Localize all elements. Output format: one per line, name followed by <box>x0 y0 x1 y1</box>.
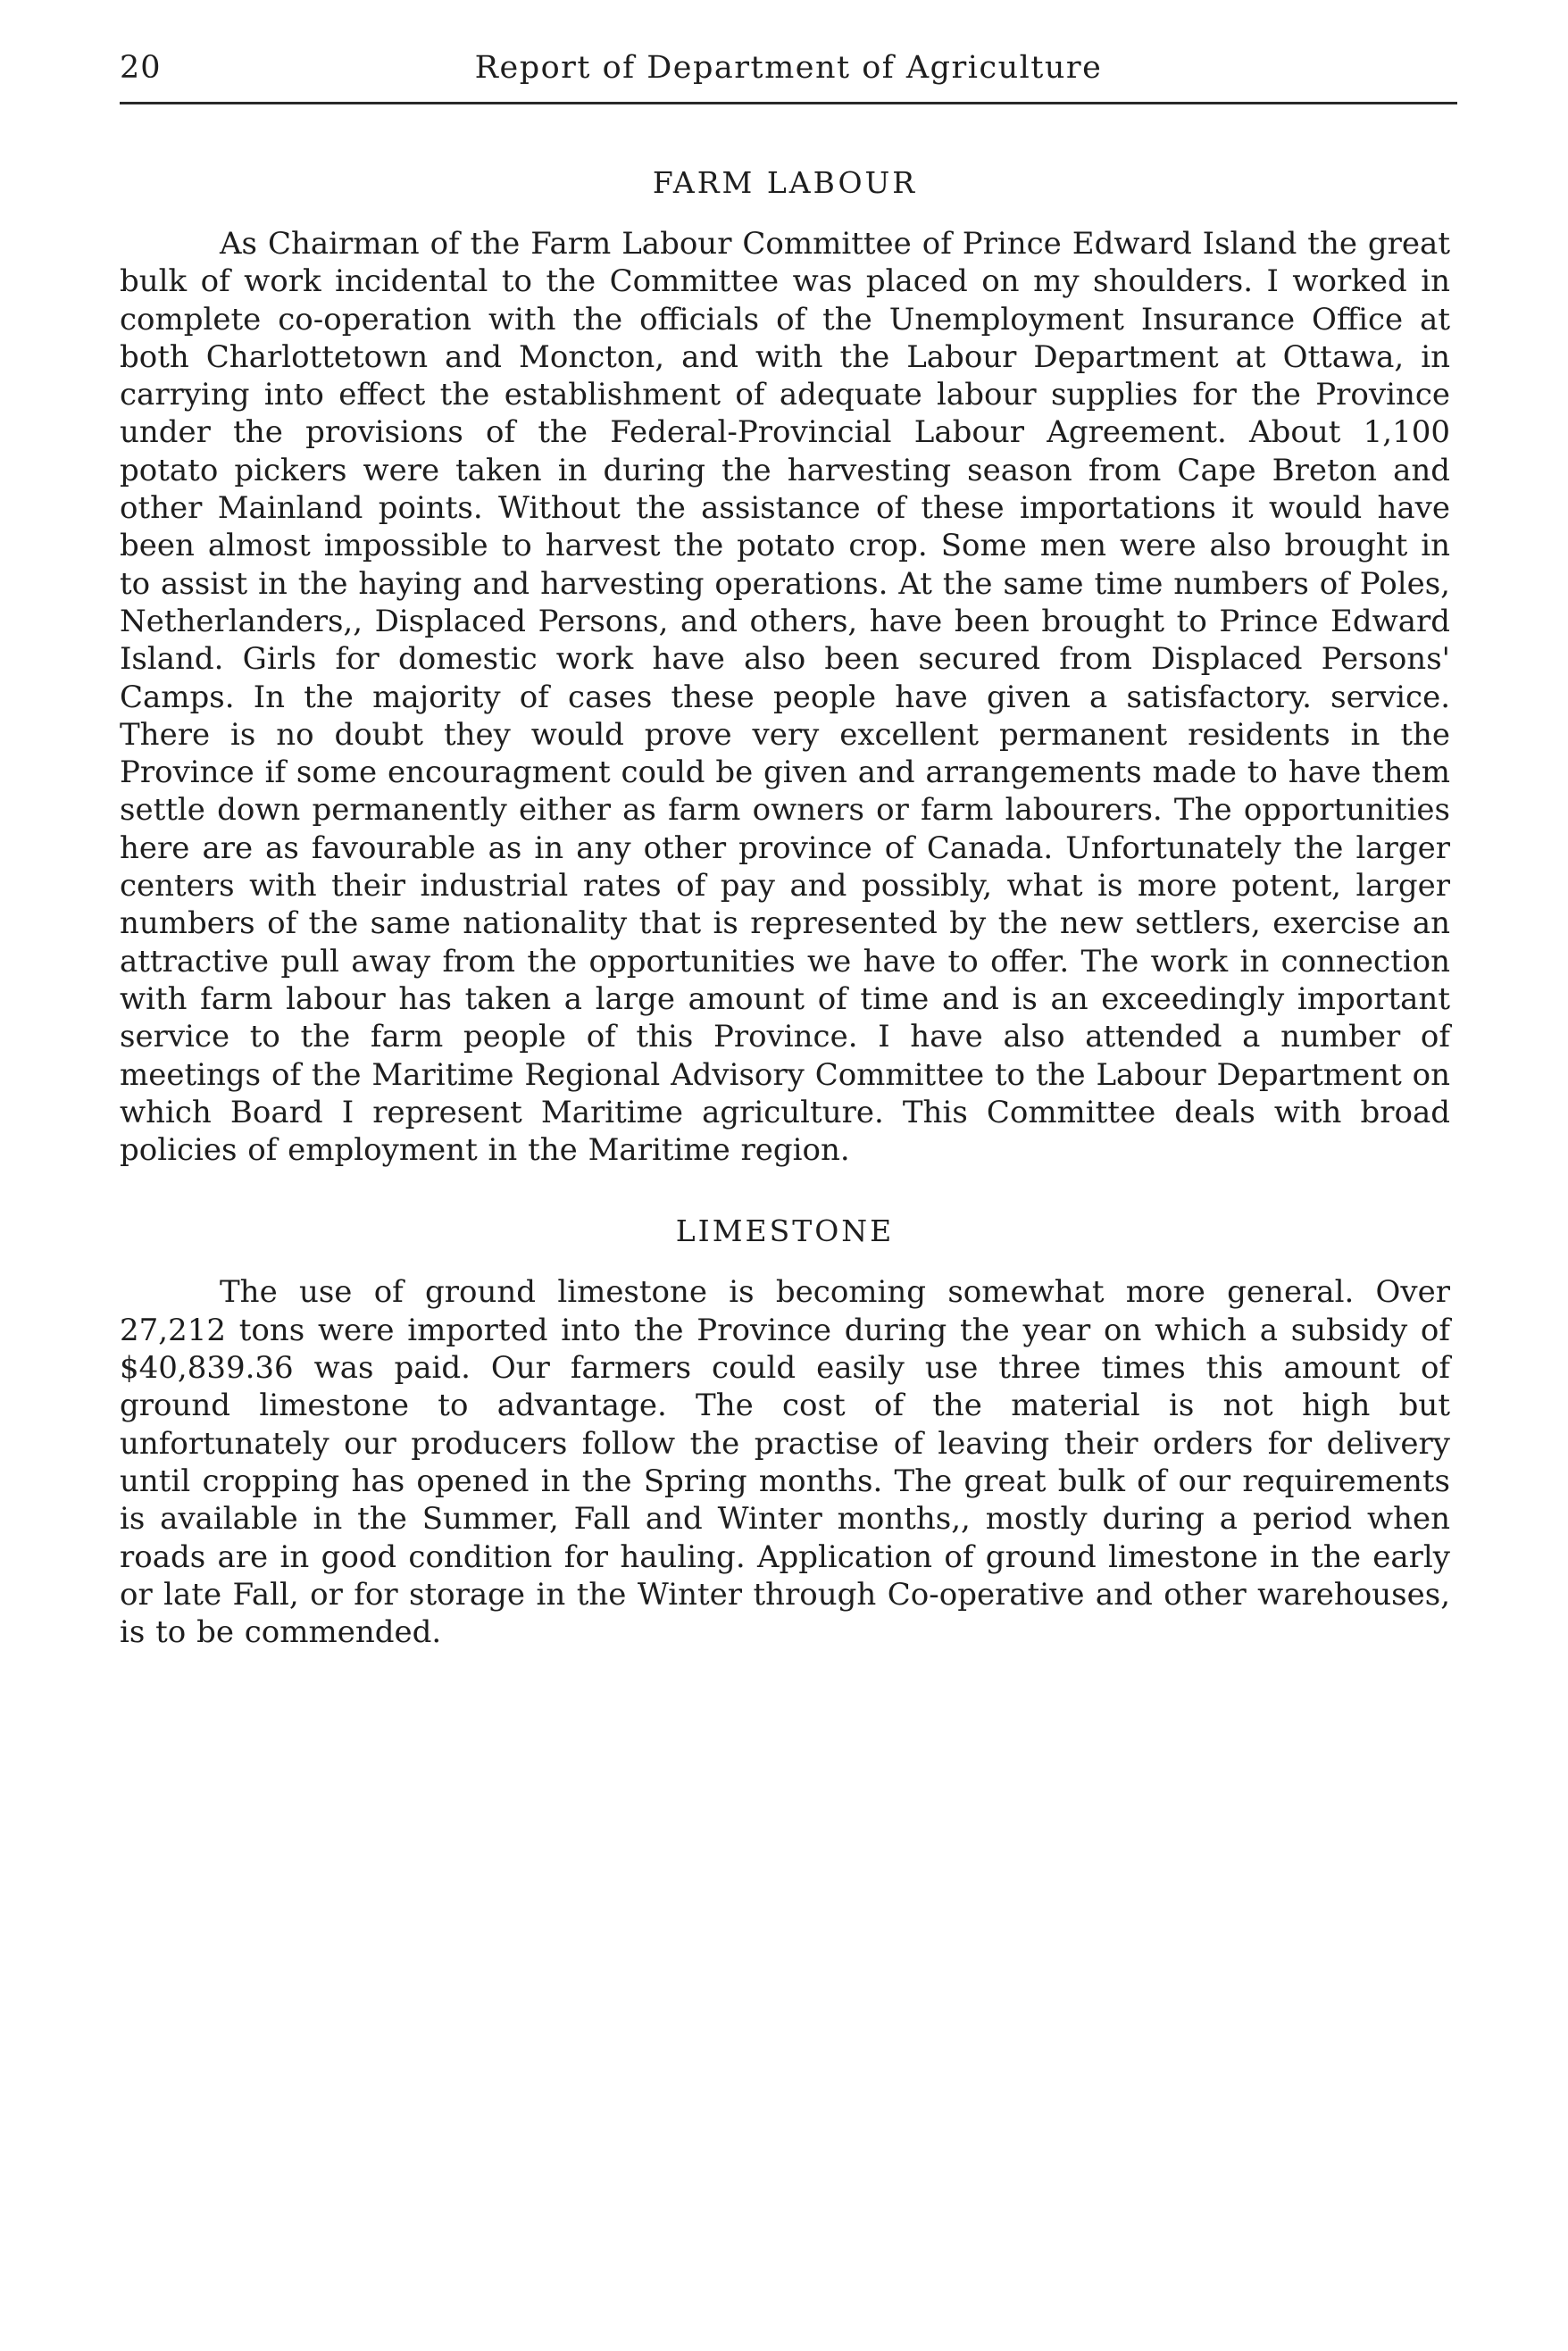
section-heading: LIMESTONE <box>675 1213 895 1249</box>
running-title: Report of Department of Agriculture <box>474 50 1103 86</box>
section-limestone <box>120 1213 1450 1651</box>
section-farm-labour <box>120 165 1450 1169</box>
section-paragraph: The use of ground limestone is becoming somewhat more general. Over 27,212 tons were imported into the Province during the year on which a subsidy of $40,839.36 was paid. Our farmers could easily use three times this amount of ground limestone to advantage. The cost of the material is not high but unfortunately our producers follow the practise of leaving their orders for delivery until cropping has opened in the Spring months. The great bulk of our requirements is available in the Summer, Fall and Winter months,, mostly during a period when roads are in good condition for hauling. Application of ground limestone in the early or late Fall, or for storage in the Winter through Co-operative and other warehouses, is to be commended. <box>120 1274 1450 1651</box>
page-number: 20 <box>120 50 162 86</box>
section-heading: FARM LABOUR <box>652 165 918 200</box>
page-content <box>120 165 1450 1651</box>
page-header <box>120 46 1457 98</box>
section-paragraph: As Chairman of the Farm Labour Committee of Prince Edward Island the great bulk of work incidental to the Committee was placed on my shoulders. I worked in complete co-operation with the officials of the Unemployment Insurance Office at both Charlottetown and Moncton, and with the Labour Department at Ottawa, in carrying into effect the establishment of adequate labour supplies for the Province under the provisions of the Federal-Provincial Labour Agreement. About 1,100 potato pickers were taken in during the harvesting season from Cape Breton and other Mainland points. Without the assistance of these importations it would have been almost impossible to harvest the potato crop. Some men were also brought in to assist in the haying and harvesting operations. At the same time numbers of Poles, Netherlanders,, Displaced Persons, and others, have been brought to Prince Edward Island. Girls for domestic work have also been secured from Displaced Persons' Camps. In the majority of cases these people have given a satisfactory. service. There is no doubt they would prove very excellent permanent residents in the Province if some encouragment could be given and arrangements made to have them settle down permanently either as farm owners or farm labourers. The opportunities here are as favourable as in any other province of Canada. Unfortunately the larger centers with their industrial rates of pay and possibly, what is more potent, larger numbers of the same nationality that is represented by the new settlers, exercise an attractive pull away from the opportunities we have to offer. The work in connection with farm labour has taken a large amount of time and is an exceedingly important service to the farm people of this Province. I have also attended a number of meetings of the Maritime Regional Advisory Committee to the Labour Department on which Board I represent Maritime agriculture. This Committee deals with broad policies of employment in the Maritime region. <box>120 226 1450 1169</box>
header-rule <box>120 102 1457 104</box>
